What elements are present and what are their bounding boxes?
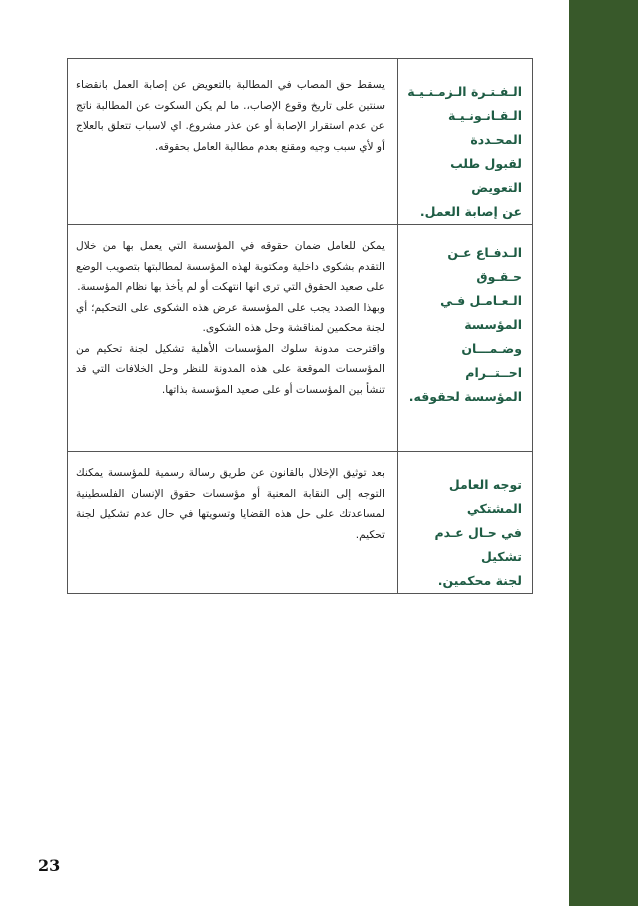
row-body <box>68 225 397 400</box>
body-paragraph: واقترحت مدونة سلوك المؤسسات الأهلية تشكيل لجنة تحكيم من المؤسسات الموقعة على هذه المدونة للنظر وحل الخلافات التي قد تنشأ بين المؤسسات أو على صعيد المؤسسة بذاتها. <box>76 342 385 396</box>
table-row <box>68 452 533 594</box>
body-paragraph: وبهذا الصدد يجب على المؤسسة عرض هذه الشكوى على التحكيم؛ أي لجنة محكمين لمناقشة وحل هذه الشكوى. <box>76 301 385 334</box>
row-label: الـفـتـرة الـزمـنـيـة الـقـانـونـيـة المحـددة لقبول طلب التعويض عن إصابة العمل. <box>407 84 522 219</box>
table-row <box>68 59 533 225</box>
row-label-cell <box>398 225 533 452</box>
row-label: توجه العامل المشتكي في حـال عـدم تشكيل لجنة محكمين. <box>434 477 522 588</box>
body-paragraph: يسقط حق المصاب في المطالبة بالتعويض عن إصابة العمل بانقضاء سنتين على تاريخ وقوع الإصاب،. ما لم يكن السكوت عن المطالبة ناتج عن عدم استقرار الإصابة أو عن عذر مشروع. اي لاسباب تتعلق بالعلاج أو لأي سبب وجيه ومقنع بعدم مطالبة العامل بحقوقه. <box>76 79 385 153</box>
green-side-bar <box>569 0 638 906</box>
legal-info-table <box>67 58 533 594</box>
body-paragraph: يمكن للعامل ضمان حقوقه في المؤسسة التي يعمل بها من خلال التقدم بشكوى داخلية ومكتوبة لهذه المؤسسة لمطالبتها بتصويب الوضع على صعيد الحقوق التي ترى انها انتهكت أو لم يأخذ بها نظام المؤسسة. <box>76 240 385 293</box>
row-label-cell <box>398 59 533 225</box>
page-number: 23 <box>38 856 61 875</box>
row-body-cell <box>68 59 398 225</box>
row-body-cell <box>68 452 398 594</box>
body-paragraph: بعد توثيق الإخلال بالقانون عن طريق رسالة رسمية للمؤسسة يمكنك التوجه إلى النقابة المعنية أو مؤسسات حقوق الإنسان الفلسطينية لمساعدتك على حل هذه القضايا وتسويتها في حال عدم تشكيل لجنة تحكيم. <box>76 467 385 541</box>
row-label-cell <box>398 452 533 594</box>
row-body <box>68 452 397 545</box>
row-label: الـدفـاع عـن حـقـوق الـعـامـل فـي المؤسسة وضـمـــان احــتــرام المؤسسة لحقوقه. <box>408 245 522 404</box>
row-body <box>68 59 397 157</box>
row-body-cell <box>68 225 398 452</box>
table-row <box>68 225 533 452</box>
